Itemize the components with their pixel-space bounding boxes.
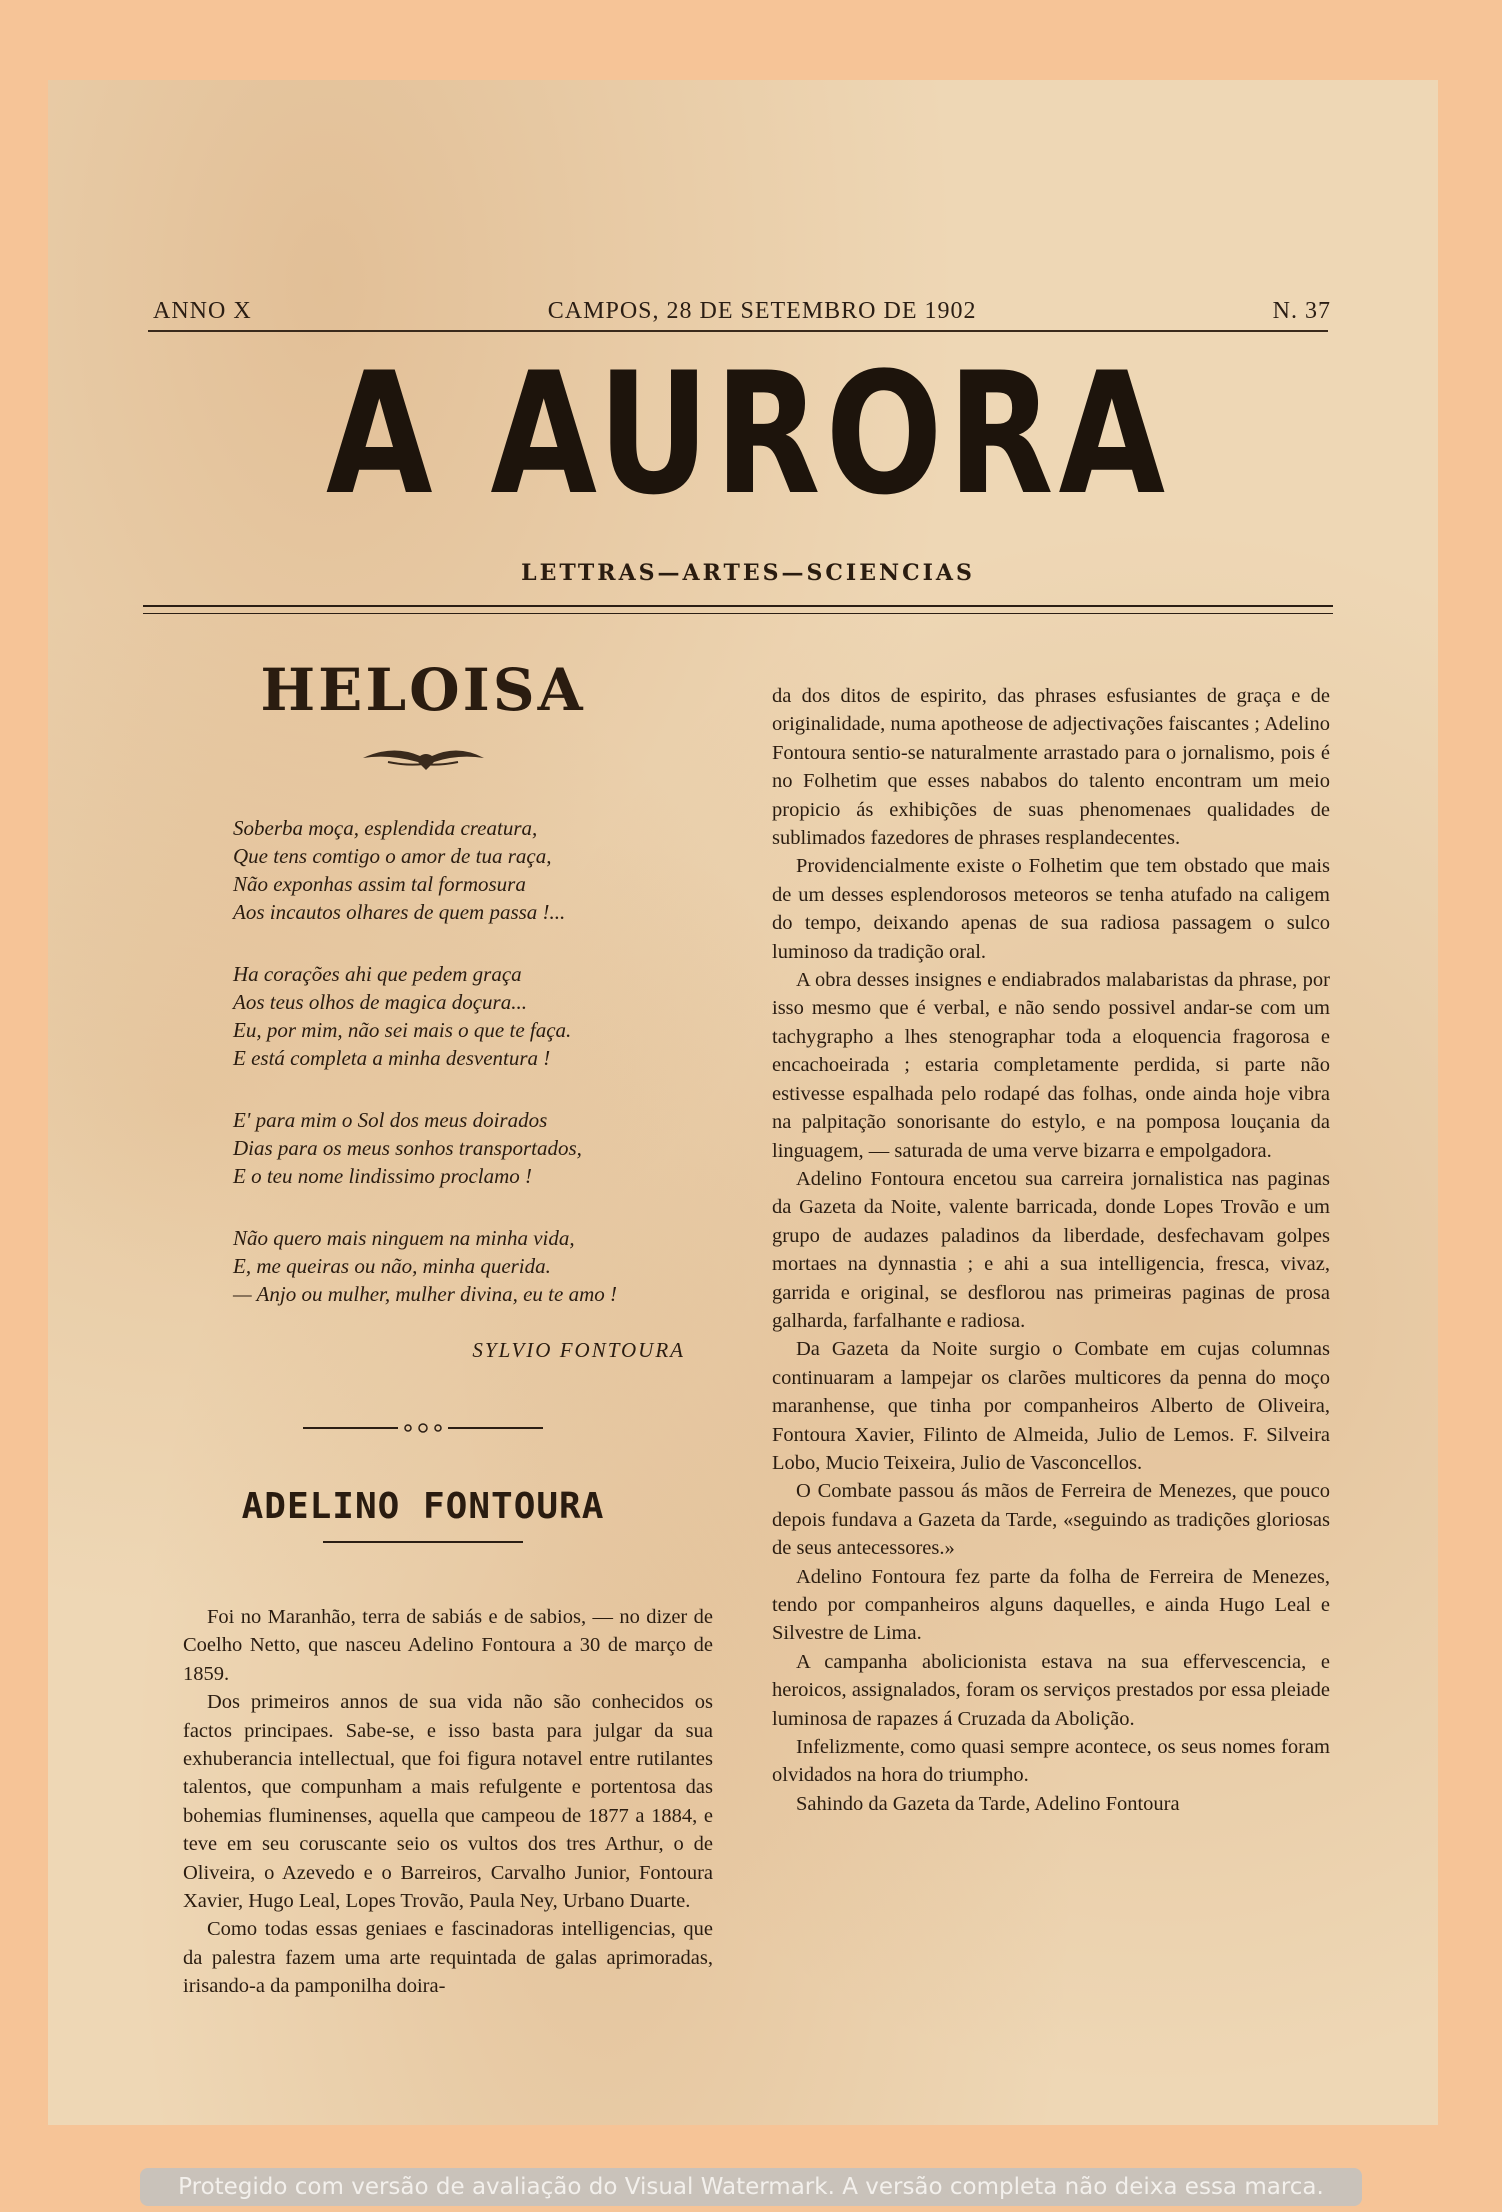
poem-author: SYLVIO FONTOURA (472, 1338, 685, 1362)
article-paragraph: Adelino Fontoura encetou sua carreira jornalistica nas paginas da Gazeta da Noite, valente barricada, donde Lopes Trovão e um grupo de audazes paladinos da liberdade, desfechavam golpes mortaes na dynnastia ; e ahi a sua intelligencia, fresca, vivaz, garrida e original, se desflorou nas primeiras paginas de prosa galharda, farfalhante e radiosa. (772, 1167, 1330, 1332)
article-paragraph: O Combate passou ás mãos de Ferreira de Menezes, que pouco depois fundava a Gazeta da Tarde, «seguindo as tradições gloriosas de seus antecessores.» (772, 1480, 1330, 1560)
article-paragraph: Infelizmente, como quasi sempre acontece, os seus nomes foram olvidados na hora do triumpho. (772, 1736, 1330, 1787)
poem-stanza-3: E' para mim o Sol dos meus doirados Dias para os meus sonhos transportados, E o teu nome lindissimo proclamo ! (233, 1108, 582, 1188)
article-title-rule (323, 1541, 523, 1543)
article-right-text (740, 682, 1330, 1818)
issue-header (153, 298, 1331, 325)
article-paragraph: da dos ditos de espirito, das phrases esfusiantes de graça e de originalidade, numa apotheose de adjectivações faiscantes ; Adelino Fontoura sentio-se naturalmente arrastado para o jornalismo, pois é no Folhetim que esses nababos do talento encontram um meio propicio ás exhibições de suas phenomenaes qualidades de sublimados fazedores de phrases resplandecentes. (772, 685, 1330, 850)
article-paragraph: Foi no Maranhão, terra de sabiás e de sabios, — no dizer de Coelho Netto, que nasceu Adelino Fontoura a 30 de março de 1859. (183, 1606, 713, 1685)
article-left-text (133, 1603, 713, 2001)
article-paragraph: Da Gazeta da Noite surgio o Combate em cujas columnas continuaram a lampejar os clarões multicores da penna do moço maranhense, que tinha por companheiros Alberto de Oliveira, Fontoura Xavier, Filinto de Almeida, Julio de Lemos. F. Silveira Lobo, Mucio Teixeira, Julio de Vasconcellos. (772, 1338, 1330, 1474)
issue-place-date: CAMPOS, 28 DE SETEMBRO DE 1902 (547, 298, 977, 324)
newspaper-page (48, 80, 1438, 2125)
left-column (133, 620, 713, 2001)
right-column (740, 620, 1330, 1818)
watermark-banner: Protegido com versão de avaliação do Visual Watermark. A versão completa não deixa essa marca. (140, 2168, 1362, 2206)
issue-year: ANNO X (153, 298, 252, 324)
masthead-rule (143, 605, 1333, 614)
issue-number: N. 37 (1272, 298, 1331, 324)
header-rule (148, 330, 1328, 332)
masthead-subtitle: LETTRAS—ARTES—SCIENCIAS (521, 560, 975, 586)
article-title: ADELINO FONTOURA (241, 1486, 605, 1527)
article-paragraph: Providencialmente existe o Folhetim que tem obstado que mais de um desses esplendorosos meteoros se tenha atufado na caligem do tempo, deixando apenas de sua radiosa passagem o sulco luminoso da tradição oral. (772, 855, 1330, 963)
poem-stanza-4: Não quero mais ninguem na minha vida, E, me queiras ou não, minha querida. — Anjo ou mulher, mulher divina, eu te amo ! (233, 1226, 617, 1306)
section-divider-icon (133, 1421, 713, 1440)
article-paragraph: Sahindo da Gazeta da Tarde, Adelino Fontoura (796, 1792, 1180, 1815)
poem-stanza-1: Soberba moça, esplendida creatura, Que tens comtigo o amor de tua raça, Não exponhas assim tal formosura Aos incautos olhares de quem passa !... (233, 816, 566, 924)
article-paragraph: Adelino Fontoura fez parte da folha de Ferreira de Menezes, tendo por companheiros alguns daquelles, e ainda Hugo Leal e Silvestre de Lima. (772, 1565, 1330, 1645)
article-paragraph: A obra desses insignes e endiabrados malabaristas da phrase, por isso mesmo que é verbal, e não sendo possivel andar-se com um tachygrapho a lhes stenographar toda a eloquencia fragorosa e encachoeirada ; estaria completamente perdida, si parte não estivesse espalhada pelo rodapé das folhas, onde ainda hoje vibra na palpitação sonorisante do estylo, e na pomposa louçania da linguagem, — saturada de uma verve bizarra e empolgadora. (772, 969, 1330, 1162)
bird-ornament-icon (133, 740, 713, 780)
poem-title: HELOISA (260, 656, 586, 724)
poem-stanza-2: Ha corações ahi que pedem graça Aos teus olhos de magica doçura... Eu, por mim, não sei mais o que te faça. E está completa a minha desventura ! (233, 962, 572, 1070)
article-paragraph: A campanha abolicionista estava na sua effervescencia, e heroicos, assignalados, foram os serviços prestados por essa pleiade luminosa de rapazes á Cruzada da Abolição. (772, 1650, 1330, 1730)
article-paragraph: Dos primeiros annos de sua vida não são conhecidos os factos principaes. Sabe-se, e isso basta para julgar da sua exhuberancia intellectual, que foi figura notavel entre rutilantes talentos, que compunham a mais refulgente e portentosa das bohemias fluminenses, aquella que campeou de 1877 a 1884, e teve em seu coruscante seio os vultos dos tres Arthur, o de Oliveira, o Azevedo e o Barreiros, Carvalho Junior, Fontoura Xavier, Hugo Leal, Lopes Trovão, Paula Ney, Urbano Duarte. (183, 1691, 713, 1913)
masthead-title: A AURORA (325, 336, 1171, 532)
article-paragraph: Como todas essas geniaes e fascinadoras intelligencias, que da palestra fazem uma arte requintada de galas aprimoradas, irisando-a da pamponilha doira- (183, 1918, 713, 1998)
